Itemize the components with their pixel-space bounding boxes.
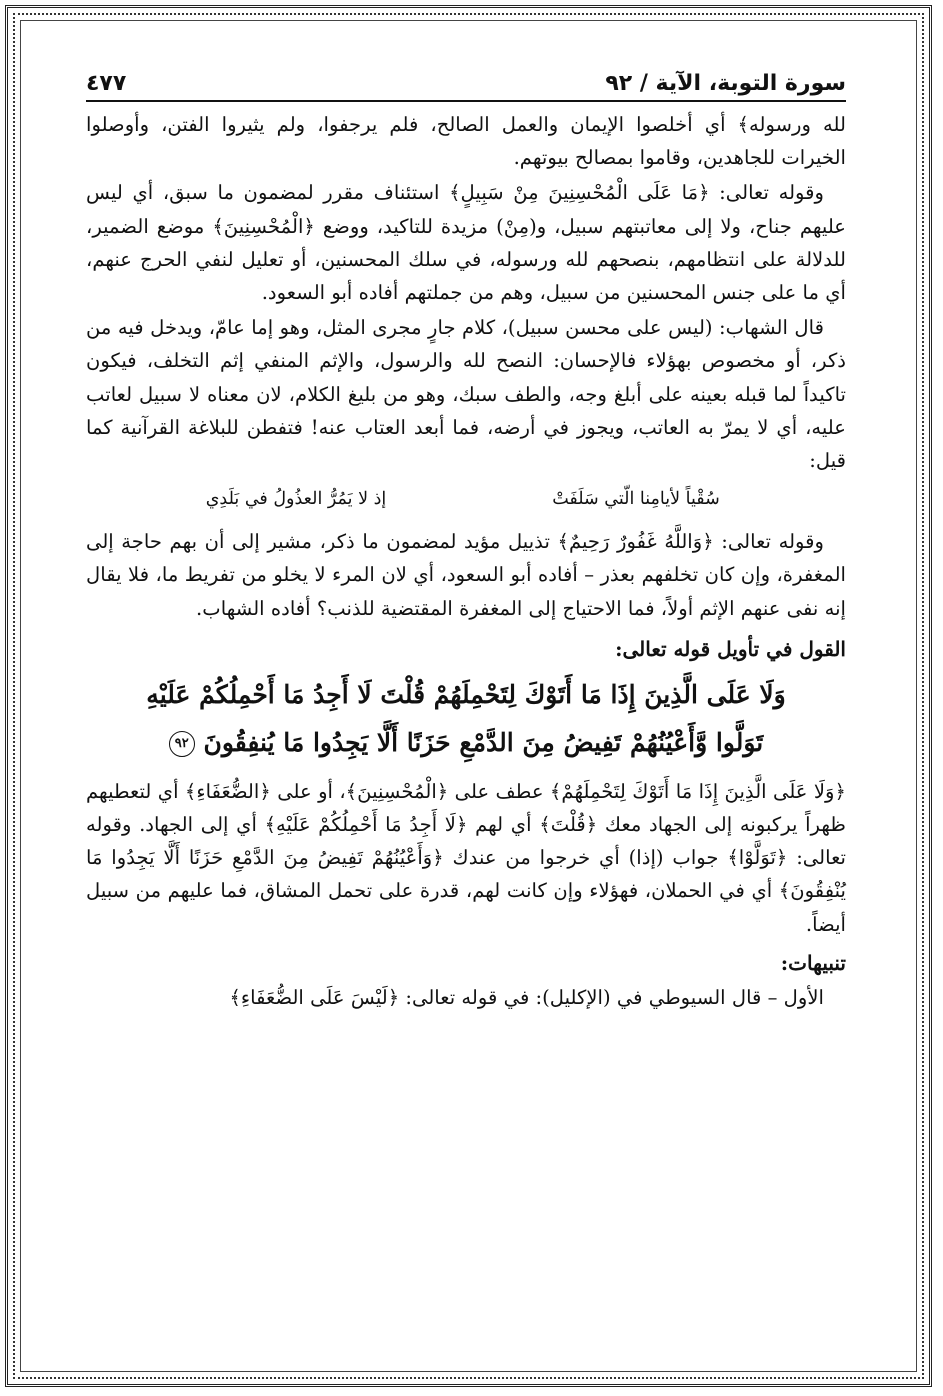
page-content xyxy=(86,60,846,1300)
paragraph: وقوله تعالى: ﴿مَا عَلَى الْمُحْسِنِينَ مِنْ سَبِيلٍ﴾ استئناف مقرر لمضمون ما سبق، أي ليس عليهم جناح، ولا إلى معاتبتهم سبيل، و(مِنْ) مزيدة للتاكيد، ووضع ﴿الْمُحْسِنِينَ﴾ موضع الضمير، للدلالة على انتظامهم، بنصحهم لله ورسوله، في سلك المحسنين، أو تعليل لنفي الحرج عنهم، أي ما على جنس المحسنين من سبيل، وهم من جملتهم أفاده أبو السعود. xyxy=(86,181,846,305)
body-text xyxy=(86,108,846,1014)
paragraph: وقوله تعالى: ﴿وَاللَّهُ غَفُورٌ رَحِيمٌ﴾ تذييل مؤيد لمضمون ما ذكر، مشير إلى أن بهم حاجة إلى المغفرة، وإن كان تخلفهم بعذر – أفاده أبو السعود، أي لان المرء لا يخلو من تفريط ما، فلا يقال إنه نفى عنهم الإثم أولاً، فما الاحتياج إلى المغفرة المقتضية للذنب؟ أفاده الشهاب. xyxy=(86,530,846,620)
quran-verse-block xyxy=(86,671,846,767)
paragraph: الأول – قال السيوطي في (الإكليل): في قوله تعالى: ﴿لَيْسَ عَلَى الضُّعَفَاءِ﴾ xyxy=(229,985,824,1009)
running-header xyxy=(86,60,846,102)
header-title: سورة التوبة، الآية / ٩٢ xyxy=(605,71,846,96)
quran-verse-line-2 xyxy=(86,719,846,767)
quran-verse-line-2-text: تَوَلَّوا وَّأَعْيُنُهُمْ تَفِيضُ مِنَ الدَّمْعِ حَزَنًا أَلَّا يَجِدُوا مَا يُنفِقُونَ xyxy=(203,727,764,757)
subheading: تنبيهات: xyxy=(780,950,846,975)
paragraph: ﴿وَلَا عَلَى الَّذِينَ إِذَا مَا أَتَوْكَ لِتَحْمِلَهُمْ﴾ عطف على ﴿الْمُحْسِنِينَ﴾، أو على ﴿الضُّعَفَاءِ﴾ أي لتعطيهم ظهراً يركبونه إلى الجهاد معك ﴿قُلْتَ﴾ أي لهم ﴿لَا أَجِدُ مَا أَحْمِلُكُمْ عَلَيْهِ﴾ أي إلى الجهاد. وقوله تعالى: ﴿تَوَلَّوْا﴾ جواب (إذا) أي خرجوا من عندك ﴿وَأَعْيُنُهُمْ تَفِيضُ مِنَ الدَّمْعِ حَزَنًا أَلَّا يَجِدُوا مَا يُنْفِقُونَ﴾ أي في الحملان، فهؤلاء وإن كانت لهم، قدرة على تحمل المشاق، فما عليهم من سبيل أيضاً. xyxy=(86,779,846,936)
paragraph: قال الشهاب: (ليس على محسن سبيل)، كلام جارٍ مجرى المثل، وهو إما عامّ، ويدخل فيه من ذكر، أو مخصوص بهؤلاء فالإحسان: النصح لله والرسول، والإثم المنفي إثم التخلف، فيكون تاكيداً لما قبله بعينه على أبلغ وجه، والطف سبك، وهو من بليغ الكلام، لان معناه لا سبيل لعاتب عليه، أي لا يمرّ به العاتب، ويجوز في أرضه، فما أبعد العتاب عنه! فتفطن للبلاغة القرآنية كما قيل: xyxy=(86,316,846,473)
paragraph: لله ورسوله﴾ أي أخلصوا الإيمان والعمل الصالح، فلم يرجفوا، ولم يثيروا الفتن، وأوصلوا الخيرات للجاهدين، وقاموا بمصالح بيوتهم. xyxy=(86,113,846,170)
verse-second-hemistich: إذ لا يَمُرُّ العذُولُ في بَلَدِي xyxy=(205,489,387,510)
page-number: ٤٧٧ xyxy=(86,71,127,96)
verse-first-hemistich: سُقْياً لأيامِنا الّتي سَلَفَتْ xyxy=(552,489,720,510)
section-heading: القول في تأويل قوله تعالى: xyxy=(615,636,846,661)
verse-number-marker: ٩٢ xyxy=(169,731,195,757)
quran-verse-line-1: وَلَا عَلَى الَّذِينَ إِذَا مَا أَتَوْكَ لِتَحْمِلَهُمْ قُلْتَ لَا أَجِدُ مَا أَحْمِلُكُمْ عَلَيْهِ xyxy=(146,679,786,709)
poetry-verse xyxy=(86,479,846,519)
